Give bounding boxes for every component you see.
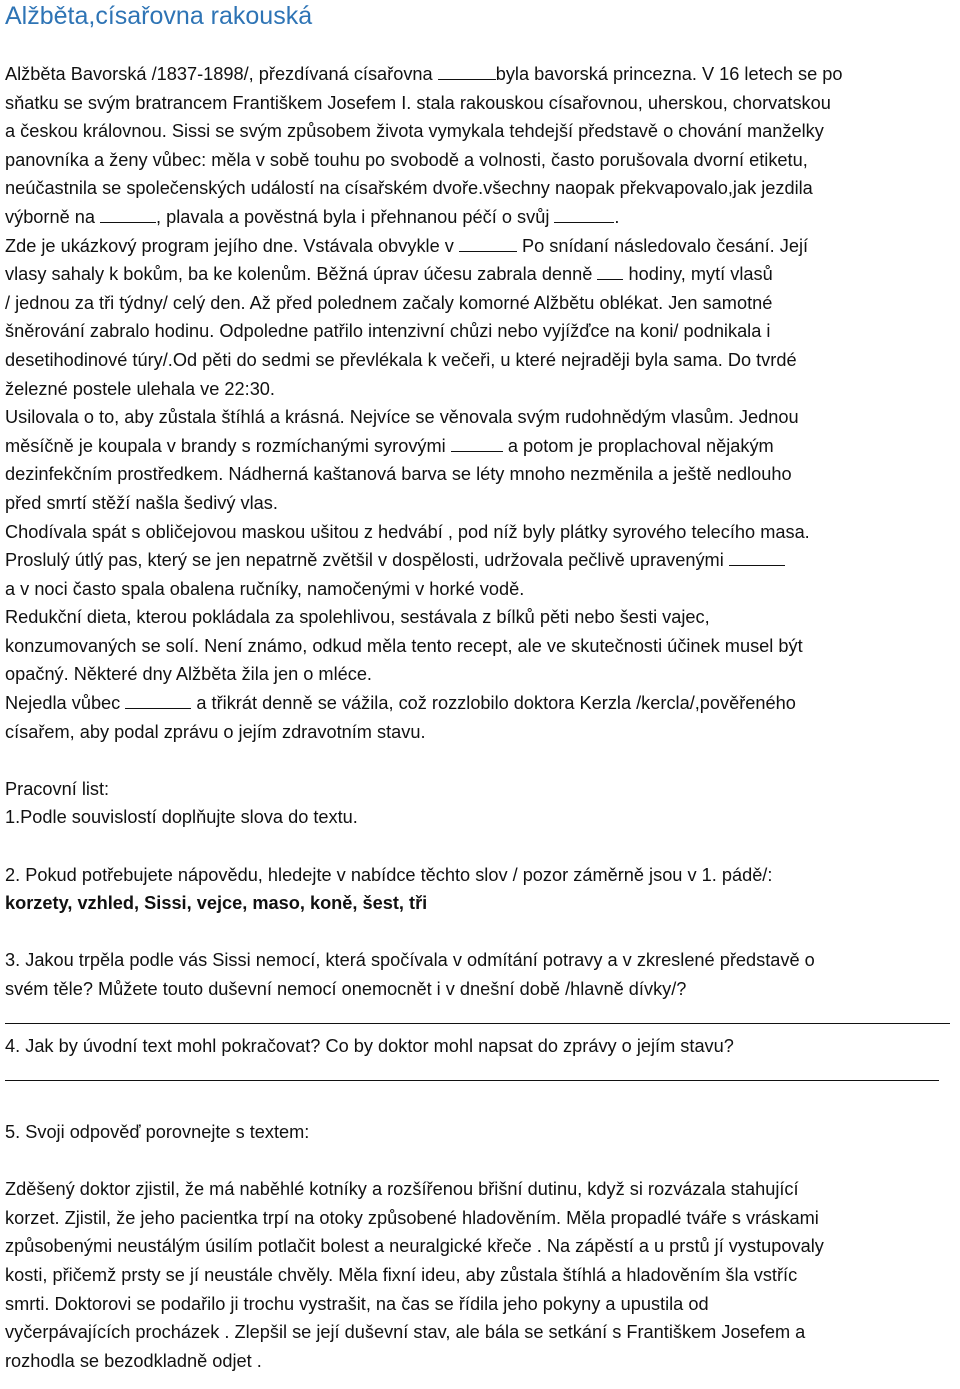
text-segment: desetihodinové túry/.Od pěti do sedmi se převlékala k večeři, u které nejraději byla sama. Do tvrdé <box>5 349 797 370</box>
text-segment: vyčerpávajících procházek . Zlepšil se její duševní stav, ale bála se setkání s Františkem Josefem a <box>5 1322 806 1343</box>
text-segment: železné postele ulehala ve 22:30. <box>5 378 275 399</box>
text-segment: byla bavorská princezna. V 16 letech se po <box>495 64 843 84</box>
text-segment: neúčastnila se společenských událostí na císařském dvoře.všechny naopak překvapovalo,jak jezdila <box>5 178 813 199</box>
fill-in-blank[interactable] <box>125 690 191 709</box>
fill-in-blank[interactable] <box>451 433 503 452</box>
fill-in-blank[interactable] <box>554 204 614 223</box>
text-line <box>5 803 957 832</box>
text-segment: hodiny, mytí vlasů <box>623 264 773 285</box>
text-line <box>5 689 957 718</box>
text-segment: Po snídaní následovalo česání. Její <box>516 235 809 256</box>
text-line <box>5 660 957 689</box>
text-line <box>5 232 957 261</box>
text-segment: smrti. Doktorovi se podařilo ji trochu vystrašit, na čas se řídila jeho pokyny a upustila od <box>5 1293 709 1314</box>
fill-in-blank[interactable] <box>100 204 156 223</box>
text-line <box>5 289 957 318</box>
blank-spacer-line <box>5 746 957 775</box>
text-line <box>5 1347 957 1376</box>
blank-spacer-line <box>5 918 957 947</box>
answer-underline[interactable] <box>5 1062 939 1081</box>
text-line <box>5 1032 957 1061</box>
text-line <box>5 260 957 289</box>
text-segment: kosti, přičemž prsty se jí neustále chvěly. Měla fixní ideu, aby zůstala štíhlá a hladověním šla vstříc <box>5 1264 798 1285</box>
text-line <box>5 346 957 375</box>
fill-in-blank[interactable] <box>597 261 623 280</box>
text-line <box>5 889 957 918</box>
text-line <box>5 718 957 747</box>
text-line <box>5 975 957 1004</box>
text-segment: a potom je proplachoval nějakým <box>502 435 774 456</box>
text-segment: šněrování zabralo hodinu. Odpoledne patřilo intenzivní chůzi nebo vyjížďce na koni/ podnikala i <box>5 321 771 342</box>
text-segment: vlasy sahaly k bokům, ba ke kolenům. Běžná úprav účesu zabrala denně <box>5 264 598 285</box>
blank-spacer-line <box>5 832 957 861</box>
fill-in-blank[interactable] <box>438 61 496 80</box>
answer-underline[interactable] <box>5 1005 950 1024</box>
text-segment: výborně na <box>5 206 101 227</box>
blank-spacer-line <box>5 1147 957 1176</box>
text-segment: Nejedla vůbec <box>5 693 126 714</box>
text-segment: sňatku se svým bratrancem Františkem Josefem I. stala rakouskou císařovnou, uherskou, chorvatskou <box>5 92 831 113</box>
text-segment: Zde je ukázkový program jejího dne. Vstávala obvykle v <box>5 235 459 256</box>
document-body <box>5 60 957 1375</box>
text-segment: 5. Svoji odpověď porovnejte s textem: <box>5 1121 310 1142</box>
text-line <box>5 632 957 661</box>
text-segment: rozhodla se bezodkladně odjet . <box>5 1350 262 1371</box>
text-line <box>5 489 957 518</box>
text-line <box>5 603 957 632</box>
text-line <box>5 1318 957 1347</box>
text-segment: Redukční dieta, kterou pokládala za spolehlivou, sestávala z bílků pěti nebo šesti vajec, <box>5 607 710 628</box>
text-line <box>5 460 957 489</box>
text-line <box>5 1232 957 1261</box>
text-segment: před smrtí stěží našla šedivý vlas. <box>5 492 278 513</box>
text-line <box>5 174 957 203</box>
text-segment: konzumovaných se solí. Není známo, odkud měla tento recept, ale ve skutečnosti účinek musel být <box>5 635 803 656</box>
text-segment: 3. Jakou trpěla podle vás Sissi nemocí, která spočívala v odmítání potravy a v zkreslené představě o <box>5 950 815 971</box>
text-segment: císařem, aby podal zprávu o jejím zdravotním stavu. <box>5 721 426 742</box>
text-line <box>5 1290 957 1319</box>
text-line <box>5 146 957 175</box>
text-segment: Zděšený doktor zjistil, že má naběhlé kotníky a rozšířenou břišní dutinu, když si rozvázala stahující <box>5 1179 799 1200</box>
text-line <box>5 403 957 432</box>
answer-line <box>5 1061 957 1090</box>
text-segment: způsobenými neustálým úsilím potlačit bolest a neuralgické křeče . Na zápěstí a u prstů jí vystupovaly <box>5 1236 824 1257</box>
text-segment: 2. Pokud potřebujete nápovědu, hledejte v nabídce těchto slov / pozor záměrně jsou v 1. pádě/: <box>5 864 773 885</box>
text-line <box>5 518 957 547</box>
text-line <box>5 117 957 146</box>
text-line <box>5 203 957 232</box>
text-segment: a třikrát denně se vážila, což rozzlobilo doktora Kerzla /kercla/,pověřeného <box>191 693 796 714</box>
text-line <box>5 1261 957 1290</box>
document-title: Alžběta,císařovna rakouská <box>5 2 313 30</box>
text-segment: Usilovala o to, aby zůstala štíhlá a krásná. Nejvíce se věnovala svým rudohnědým vlasům. Jednou <box>5 407 799 428</box>
text-segment: Alžběta Bavorská /1837-1898/, přezdívaná císařovna <box>5 64 438 84</box>
text-segment: opačný. Některé dny Alžběta žila jen o mléce. <box>5 664 372 685</box>
text-line <box>5 1118 957 1147</box>
text-line <box>5 946 957 975</box>
text-line <box>5 89 957 118</box>
text-segment: korzet. Zjistil, že jeho pacientka trpí na otoky způsobené hladověním. Měla propadlé tváře s vráskami <box>5 1207 819 1228</box>
text-segment: Chodívala spát s obličejovou maskou ušitou z hedvábí , pod níž byly plátky syrového telecího masa. <box>5 521 810 542</box>
text-line <box>5 1175 957 1204</box>
text-line <box>5 575 957 604</box>
text-segment: měsíčně je koupala v brandy s rozmíchanými syrovými <box>5 435 451 456</box>
text-line <box>5 432 957 461</box>
text-segment: , plavala a pověstná byla i přehnanou péčí o svůj <box>156 206 555 227</box>
text-line <box>5 775 957 804</box>
text-line <box>5 375 957 404</box>
text-segment: korzety, vzhled, Sissi, vejce, maso, koně, šest, tři <box>5 893 428 914</box>
text-line <box>5 546 957 575</box>
text-segment: 1.Podle souvislostí doplňujte slova do textu. <box>5 807 358 828</box>
fill-in-blank[interactable] <box>459 233 517 252</box>
text-line <box>5 317 957 346</box>
text-segment: Pracovní list: <box>5 778 110 799</box>
text-segment: / jednou za tři týdny/ celý den. Až před polednem začaly komorné Alžbětu oblékat. Jen samotné <box>5 292 773 313</box>
text-segment: Proslulý útlý pas, který se jen nepatrně zvětšil v dospělosti, udržovala pečlivě upravenými <box>5 550 729 571</box>
text-segment: dezinfekčním prostředkem. Nádherná kaštanová barva se léty mnoho nezměnila a ještě nedlouho <box>5 464 792 485</box>
text-segment: a v noci často spala obalena ručníky, namočenými v horké vodě. <box>5 578 525 599</box>
text-segment: a českou královnou. Sissi se svým způsobem života vymykala tehdejší představě o chování manželky <box>5 121 824 142</box>
fill-in-blank[interactable] <box>729 547 785 566</box>
text-line <box>5 60 957 89</box>
text-segment: panovníka a ženy vůbec: měla v sobě touhu po svobodě a volnosti, často porušovala dvorní etiketu, <box>5 149 808 170</box>
text-line <box>5 861 957 890</box>
blank-spacer-line <box>5 1089 957 1118</box>
answer-line <box>5 1004 957 1033</box>
text-segment: 4. Jak by úvodní text mohl pokračovat? Co by doktor mohl napsat do zprávy o jejím stavu? <box>5 1036 734 1057</box>
text-line <box>5 1204 957 1233</box>
text-segment: . <box>614 206 620 227</box>
text-segment: svém těle? Můžete touto duševní nemocí onemocnět i v dnešní době /hlavně dívky/? <box>5 979 687 999</box>
